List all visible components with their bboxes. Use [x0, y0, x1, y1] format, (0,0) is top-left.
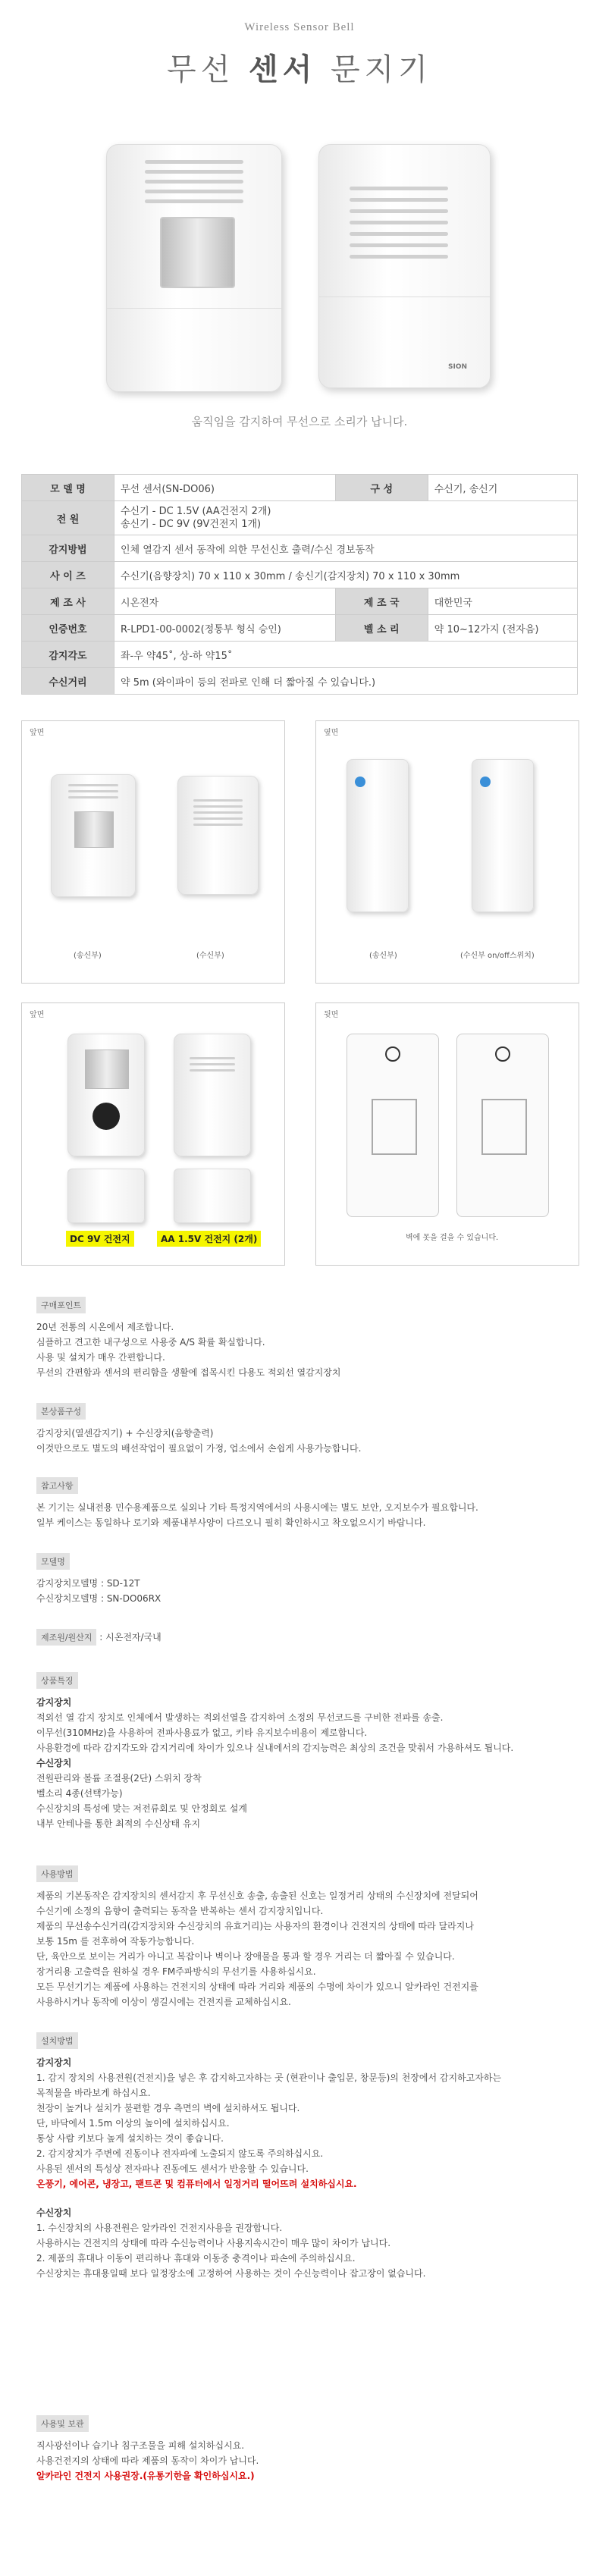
battery-badge: DC 9V 건전지 — [66, 1231, 134, 1247]
grill-line — [145, 170, 243, 174]
receiver-back-image — [456, 1034, 549, 1217]
spec-header: 전 원 — [22, 501, 114, 535]
nail-hole-icon — [385, 1046, 400, 1062]
table-row — [22, 562, 578, 588]
table-row — [22, 588, 578, 615]
text-line: 수신장치모델명 : SN-DO06RX — [36, 1593, 162, 1604]
spec-value: 좌-우 약45˚, 상-하 약15˚ — [114, 642, 578, 668]
brand-logo: SION — [447, 363, 467, 371]
front-view-panel — [21, 720, 285, 984]
grill-line — [350, 255, 448, 259]
grill-line — [350, 221, 448, 224]
storage-section — [36, 2415, 259, 2483]
subheading: 수신장치 — [36, 2207, 72, 2218]
nail-hole-icon — [495, 1046, 510, 1062]
text-line: 감지장치(열센감지기) + 수신장치(음향출력) — [36, 1428, 214, 1439]
text-line: 수신장치는 휴대용일때 보다 일정장소에 고정하여 사용하는 것이 수신능력이나 잡고장이 없습니다. — [36, 2268, 426, 2279]
sensor-open-image — [67, 1034, 145, 1156]
section-heading: 사용및 보관 — [36, 2415, 89, 2432]
section-heading: 모델명 — [36, 1553, 70, 1570]
sensor-device-image — [106, 144, 282, 392]
table-row — [22, 535, 578, 562]
spec-value: 수신기(음향장치) 70 x 110 x 30mm / 송신기(감지장치) 70 x 110 x 30mm — [114, 562, 578, 588]
spec-header: 감지방법 — [22, 535, 114, 562]
text-line: 사용환경에 따라 감지각도와 감지거리에 차이가 있으나 실내에서의 감지능력은 최상의 조건을 맞춰서 가용하셔도 됩니다. — [36, 1743, 514, 1753]
grill-line — [193, 824, 243, 826]
text-line: 제품의 기본동작은 감지장치의 센서감지 후 무선신호 송출, 송출된 신호는 일정거리 상태의 수신장치에 전달되어 — [36, 1890, 478, 1901]
text-line: 사용하시는 건전지의 상태에 따라 수신능력이나 사용지속시간이 매우 많이 차이가 납니다. — [36, 2238, 391, 2248]
side-view-panel — [315, 720, 579, 984]
spec-header: 감지각도 — [22, 642, 114, 668]
table-row — [22, 501, 578, 535]
table-row — [22, 615, 578, 642]
spec-value: 수신기 - DC 1.5V (AA건전지 2개) 송신기 - DC 9V (9V건전지 1개) — [114, 501, 578, 535]
hero-caption: 움직임을 감지하여 무선으로 소리가 납니다. — [191, 415, 408, 428]
spec-value: 인체 열감지 센서 동작에 의한 무선신호 출력/수신 경보동작 — [114, 535, 578, 562]
title-part2: 센서 — [249, 52, 317, 87]
installation-section — [36, 2032, 501, 2281]
features-section — [36, 1672, 513, 1831]
subheading: 감지장치 — [36, 2057, 72, 2068]
text-line: 20년 전통의 시온에서 제조합니다. — [36, 1322, 174, 1332]
text-line: 직사광선이나 습기나 침구조물을 피해 설치하십시요. — [36, 2440, 245, 2451]
switch-icon — [355, 777, 365, 787]
spec-header: 수신거리 — [22, 668, 114, 695]
text-line: 적외선 열 감지 장치로 인체에서 발생하는 적외선열을 감지하여 소정의 무선코드를 구비한 전파를 송출. — [36, 1712, 444, 1723]
hero-section — [0, 0, 599, 463]
table-row — [22, 475, 578, 501]
spec-value: 수신기, 송신기 — [428, 475, 577, 501]
panel-caption: 벽에 못을 걸을 수 있습니다. — [406, 1234, 499, 1242]
section-heading: 본상품구성 — [36, 1403, 86, 1420]
text-line: 전원판리와 볼륨 조절용(2단) 스위치 장착 — [36, 1773, 202, 1784]
text-line: 수신장치의 특성에 맞는 저전류회로 및 안정회로 설계 — [36, 1803, 247, 1814]
grill-line — [145, 199, 243, 203]
warning-text: 알카라인 건전지 사용권장.(유통기한을 확인하십시요.) — [36, 2471, 255, 2481]
text-line: 모든 무선기기는 제품에 사용하는 건전지의 상태에 따라 거리와 제품의 수명에 차이가 있으니 알카라인 건전지를 — [36, 1981, 478, 1992]
purchase-points-section — [36, 1297, 340, 1380]
grill-line — [68, 784, 118, 786]
text-line: 1. 수신장치의 사용전원은 알카라인 건전지사용을 권장합니다. — [36, 2223, 283, 2233]
grill-line — [145, 160, 243, 164]
battery-icon — [93, 1103, 120, 1130]
text-line: 일부 케이스는 동일하나 로기와 제품내부사양이 다르오니 필히 확인하시고 착오없으시기 바랍니다. — [36, 1517, 426, 1528]
spec-value: R-LPD1-00-0002(정통부 형식 승인) — [114, 615, 336, 642]
panel-caption: (송신부) — [74, 952, 102, 960]
table-row — [22, 642, 578, 668]
text-line: 1. 감지 장치의 사용전원(건전지)을 넣은 후 감지하고자하는 곳 (현관이나 출입문, 창문등)의 천장에서 감지하고자하는 — [36, 2072, 501, 2083]
spec-value: 시온전자 — [114, 588, 336, 615]
section-heading: 제조원/원산지 — [36, 1629, 96, 1646]
text-line: 사용 및 설치가 매우 간편합니다. — [36, 1352, 165, 1363]
grill-line — [145, 180, 243, 184]
sensor-side-image — [347, 759, 409, 912]
spec-header: 벨 소 리 — [335, 615, 428, 642]
spec-value: 대한민국 — [428, 588, 577, 615]
switch-icon — [480, 777, 491, 787]
subheading: 감지장치 — [36, 1697, 72, 1708]
grill-line — [350, 187, 448, 190]
receiver-side-image — [472, 759, 534, 912]
table-row — [22, 668, 578, 695]
warning-text: 온풍기, 에어콘, 냉장고, 팬트콘 및 컴퓨터에서 일정거리 떨어뜨려 설치하십시요. — [36, 2179, 357, 2189]
panel-caption: (수신부) — [196, 952, 224, 960]
sensor-back-image — [347, 1034, 439, 1217]
battery-cover — [372, 1099, 417, 1155]
text-line: 이무선(310MHz)을 사용하여 전파사용료가 없고, 키타 유지보수비용이 제로합니다. — [36, 1727, 368, 1738]
spec-value: 약 10~12가지 (전자음) — [428, 615, 577, 642]
section-heading: 참고사항 — [36, 1477, 78, 1494]
text-line: 통상 사람 키보다 높게 설치하는 것이 좋습니다. — [36, 2133, 224, 2144]
panel-tag: 뒷면 — [324, 1011, 339, 1019]
receiver-device-image — [318, 144, 491, 388]
text-line: 내부 안테나를 통한 최적의 수신상태 유지 — [36, 1818, 201, 1829]
text-line: 단, 육안으로 보이는 거리가 아니고 복잡이나 벽이나 장애물을 통과 할 경우 거리는 더 짧아질 수 있습니다. — [36, 1951, 455, 1962]
grill-line — [145, 190, 243, 193]
text-line: : 시온전자/국내 — [96, 1632, 162, 1643]
text-line: 2. 제품의 휴대나 이동이 편리하나 휴대와 이동중 충격이나 파손에 주의하십시요. — [36, 2253, 356, 2264]
battery-badge: AA 1.5V 건전지 (2개) — [157, 1231, 261, 1247]
text-line: 벨소리 4종(선택가능) — [36, 1788, 123, 1799]
sensor-image — [51, 774, 136, 897]
text-line: 수신기에 소정의 음향이 출력되는 동작을 반복하는 센서 감지장치입니다. — [36, 1906, 324, 1916]
grill-line — [190, 1069, 235, 1072]
section-heading: 구매포인트 — [36, 1297, 86, 1313]
manufacturer-section — [36, 1629, 162, 1652]
grill-line — [193, 817, 243, 820]
text-line: 사용건전지의 상태에 따라 제품의 동작이 차이가 납니다. — [36, 2455, 259, 2466]
text-line: 목적물을 바라보게 하십시요. — [36, 2088, 151, 2098]
sensor-lens — [160, 217, 235, 288]
spec-header: 사 이 즈 — [22, 562, 114, 588]
panel-tag: 옆면 — [324, 729, 339, 737]
battery-cover — [481, 1099, 527, 1155]
receiver-cover-image — [174, 1169, 251, 1223]
notes-section — [36, 1477, 478, 1530]
grill-line — [350, 209, 448, 213]
spec-header: 인증번호 — [22, 615, 114, 642]
sensor-lens — [85, 1050, 129, 1089]
section-heading: 사용방법 — [36, 1865, 78, 1882]
model-section — [36, 1553, 161, 1606]
spec-value: 무선 센서(SN-DO06) — [114, 475, 336, 501]
text-line: 제품의 무선송수신거리(감지장치와 수신장치의 유효거리)는 사용자의 환경이나 건전지의 상태에 따라 달라지나 — [36, 1921, 474, 1931]
text-line: 사용하시거나 동작에 이상이 생길시에는 건전지를 교체하십시요. — [36, 1997, 291, 2007]
subtitle: Wireless Sensor Bell — [244, 21, 355, 33]
section-heading: 상품특징 — [36, 1672, 78, 1689]
spec-header: 구 성 — [335, 475, 428, 501]
spec-header: 제 조 국 — [335, 588, 428, 615]
panel-tag: 앞면 — [30, 729, 45, 737]
spec-header: 제 조 사 — [22, 588, 114, 615]
grill-line — [350, 232, 448, 236]
grill-line — [68, 790, 118, 792]
grill-line — [190, 1063, 235, 1065]
sensor-lens — [74, 811, 114, 848]
text-line: 심플하고 견고한 내구성으로 사용중 A/S 확률 확실합니다. — [36, 1337, 265, 1348]
divider — [107, 308, 281, 309]
grill-line — [190, 1057, 235, 1059]
text-line: 천장이 높거나 설치가 불편할 경우 측면의 벽에 설치하셔도 됩니다. — [36, 2103, 300, 2113]
receiver-image — [177, 776, 259, 895]
grill-line — [193, 811, 243, 814]
text-line: 무선의 간편함과 센서의 편리함을 생활에 접목시킨 다용도 적외선 열감지장치 — [36, 1367, 341, 1378]
text-line: 이것만으로도 별도의 배선작업이 필요없이 가정, 업소에서 손쉽게 사용가능합니다. — [36, 1443, 362, 1454]
text-line: 보통 15m 를 전후하여 작동가능합니다. — [36, 1936, 195, 1947]
usage-section — [36, 1865, 478, 2010]
text-line: 단, 바닥에서 1.5m 이상의 높이에 설치하십시요. — [36, 2118, 230, 2129]
title-part1: 무선 — [167, 52, 235, 87]
text-line: 사용된 센서의 특성상 전자파나 진동에도 센서가 반응할 수 있습니다. — [36, 2163, 309, 2174]
grill-line — [193, 805, 243, 808]
text-line: 감지장치모델명 : SD-12T — [36, 1578, 140, 1589]
package-section — [36, 1403, 361, 1456]
grill-line — [350, 198, 448, 202]
panel-caption: (송신부) — [369, 952, 397, 960]
title-part3: 문지기 — [331, 52, 432, 87]
text-line: 장거리용 고출력을 원하실 경우 FM주파방식의 무선기를 사용하십시요. — [36, 1966, 316, 1977]
grill-line — [193, 799, 243, 802]
text-line: 2. 감지장치가 주변에 진동이나 전자파에 노출되지 않도록 주의하십시요. — [36, 2148, 324, 2159]
subheading: 수신장치 — [36, 1758, 72, 1768]
grill-line — [68, 796, 118, 799]
spec-table — [21, 474, 578, 695]
panel-tag: 앞면 — [30, 1011, 45, 1019]
section-heading: 설치방법 — [36, 2032, 78, 2049]
spec-header: 모 델 명 — [22, 475, 114, 501]
page-title — [0, 45, 599, 89]
grill-line — [350, 243, 448, 247]
text-line: 본 기기는 실내전용 민수용제품으로 실외나 기타 특정지역에서의 사용시에는 별도 보안, 오지보수가 필요합니다. — [36, 1502, 478, 1513]
sensor-cover-image — [67, 1169, 145, 1223]
receiver-open-image — [174, 1034, 251, 1156]
spec-value: 약 5m (와이파이 등의 전파로 인해 더 짧아질 수 있습니다.) — [114, 668, 578, 695]
back-view-panel — [315, 1002, 579, 1266]
open-front-panel — [21, 1002, 285, 1266]
panel-caption: (수신부 on/off스위치) — [460, 952, 535, 960]
